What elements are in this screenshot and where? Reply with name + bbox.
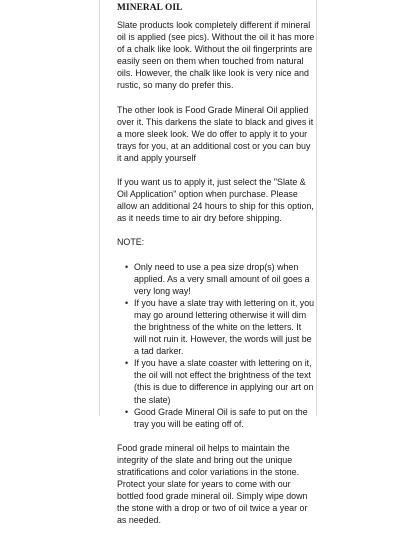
bullet-icon: •: [125, 297, 129, 308]
list-item: [125, 406, 316, 430]
bullet-icon: •: [125, 358, 129, 369]
bullet-icon: •: [125, 261, 129, 272]
note-text: Good Grade Mineral Oil is safe to put on the tray you will be eating off of.: [134, 406, 308, 429]
section-title: MINERAL OIL: [117, 3, 183, 13]
list-item: [125, 357, 316, 405]
paragraph-application-option: If you want us to apply it, just select the "Slate & Oil Application" option when purchase. Please allow an additional 24 hours to ship for this option, as it needs time to air dry before shipping.: [117, 177, 314, 224]
note-heading: NOTE:: [117, 237, 145, 248]
notes-list: [117, 261, 316, 430]
list-item: [125, 297, 316, 357]
bullet-icon: •: [125, 406, 129, 417]
list-item: [125, 261, 316, 297]
paragraph-with-oil: The other look is Food Grade Mineral Oil applied over it. This darkens the slate to black and gives it a more sleek look. We do offer to apply it to your trays for you, at an additional cost or you can buy it and apply yourself: [117, 104, 314, 163]
closing-paragraph: Food grade mineral oil helps to maintain the integrity of the slate and bring out the unique stratifications and color variations in the stone. Protect your slate for years to come with our bottled food grade mineral oil. Simply wipe down the stone with a drop or two of oil twice a year or as needed.: [117, 442, 308, 526]
description-content: [117, 2, 316, 538]
paragraph-without-oil: Slate products look completely different if mineral oil is applied (see pics). Without the oil it has more of a chalk like look. Without the oil fingerprints are easily seen on them when touched from natural oils. However, the chalk like look is very nice and rustic, so many do prefer this.: [117, 20, 315, 91]
product-description-panel: [99, 0, 317, 526]
note-text: Only need to use a pea size drop(s) when applied. As a very small amount of oil goes a very long way!: [134, 261, 310, 296]
note-text: If you have a slate tray with lettering on it, you may go around lettering otherwise it will dim the brightness of the white on the letters. It will not ruin it. However, the words will just be a tad darker.: [134, 297, 315, 357]
note-text: If you have a slate coaster with lettering on it, the oil will not effect the brightness of the text (this is due to difference in applying our art on the slate): [134, 358, 314, 405]
